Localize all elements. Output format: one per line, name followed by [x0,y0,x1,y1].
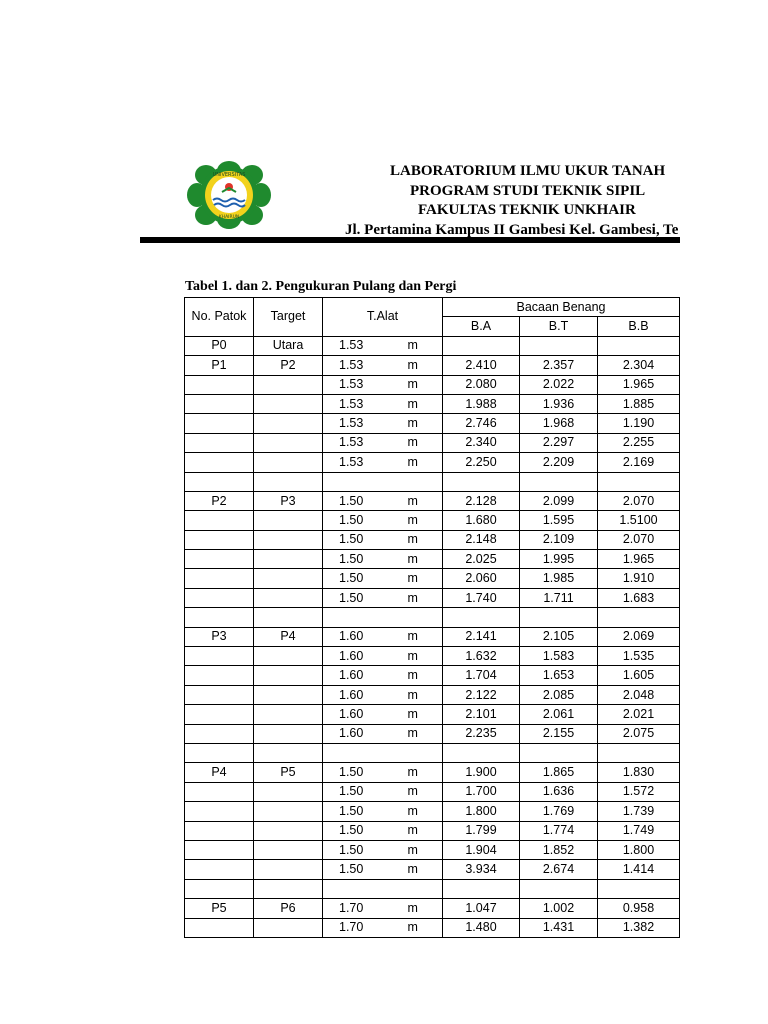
cell-patok [185,918,254,937]
table-row [185,394,680,413]
cell-bb: 1.830 [598,763,680,782]
cell-patok [185,685,254,704]
cell-talat: 1.53 [323,433,384,452]
cell-target [254,550,323,569]
cell-patok [185,453,254,472]
cell-patok: P5 [185,899,254,918]
university-logo [186,160,272,230]
cell-bb: 2.169 [598,453,680,472]
cell-patok [185,375,254,394]
cell-ba: 2.060 [443,569,520,588]
cell-bb: 2.070 [598,491,680,510]
cell-bb: 1.749 [598,821,680,840]
cell-target: P2 [254,356,323,375]
cell-talat: 1.50 [323,782,384,801]
cell-unit: m [384,491,443,510]
cell-bb: 2.048 [598,685,680,704]
cell-unit: m [384,336,443,355]
cell-bb [598,879,680,898]
col-ba: B.A [443,317,520,336]
cell-ba: 1.800 [443,802,520,821]
cell-bt: 1.852 [520,840,598,859]
cell-talat: 1.53 [323,356,384,375]
cell-ba: 2.410 [443,356,520,375]
cell-bb: 1.5100 [598,511,680,530]
table-row [185,433,680,452]
cell-talat: 1.50 [323,860,384,879]
cell-unit [384,608,443,627]
cell-target [254,588,323,607]
cell-ba: 2.141 [443,627,520,646]
cell-ba [443,743,520,762]
cell-bb: 2.304 [598,356,680,375]
cell-unit: m [384,433,443,452]
table-row [185,530,680,549]
cell-bb: 2.255 [598,433,680,452]
cell-ba: 1.904 [443,840,520,859]
cell-talat [323,472,384,491]
measurement-table [184,297,680,938]
cell-bb: 1.382 [598,918,680,937]
cell-bb: 1.572 [598,782,680,801]
cell-bt: 2.085 [520,685,598,704]
cell-bb: 2.075 [598,724,680,743]
cell-bt: 1.985 [520,569,598,588]
logo-text-bottom: KHAIRUN [218,215,240,220]
cell-bt: 1.711 [520,588,598,607]
table-row [185,647,680,666]
cell-patok [185,608,254,627]
cell-patok: P2 [185,491,254,510]
cell-ba: 2.128 [443,491,520,510]
cell-unit: m [384,530,443,549]
cell-ba: 1.799 [443,821,520,840]
col-bacaan-benang: Bacaan Benang [443,298,680,317]
cell-ba: 2.025 [443,550,520,569]
cell-unit: m [384,550,443,569]
cell-bt [520,472,598,491]
cell-patok [185,782,254,801]
cell-bt [520,879,598,898]
cell-bb: 1.190 [598,414,680,433]
cell-ba: 2.148 [443,530,520,549]
table-row [185,666,680,685]
cell-patok [185,588,254,607]
cell-ba: 2.340 [443,433,520,452]
cell-talat: 1.60 [323,627,384,646]
table-row [185,821,680,840]
cell-bt: 1.968 [520,414,598,433]
cell-bt: 2.155 [520,724,598,743]
table-row [185,743,680,762]
table-row [185,453,680,472]
cell-patok [185,666,254,685]
cell-bt: 2.209 [520,453,598,472]
cell-talat: 1.50 [323,491,384,510]
cell-unit: m [384,918,443,937]
cell-patok [185,550,254,569]
cell-patok [185,802,254,821]
cell-target [254,724,323,743]
cell-bt: 2.297 [520,433,598,452]
cell-ba: 2.746 [443,414,520,433]
table-row [185,627,680,646]
cell-unit: m [384,569,443,588]
cell-unit: m [384,394,443,413]
cell-ba: 2.122 [443,685,520,704]
cell-target [254,802,323,821]
cell-patok [185,530,254,549]
cell-unit: m [384,627,443,646]
cell-ba [443,879,520,898]
cell-patok [185,821,254,840]
cell-ba: 1.480 [443,918,520,937]
cell-bt: 1.774 [520,821,598,840]
logo-text-top: UNIVERSITAS [212,172,246,178]
cell-bb: 2.069 [598,627,680,646]
cell-talat: 1.70 [323,899,384,918]
cell-bt: 2.105 [520,627,598,646]
cell-unit: m [384,666,443,685]
cell-patok [185,705,254,724]
cell-talat: 1.50 [323,569,384,588]
cell-bb: 2.070 [598,530,680,549]
cell-unit: m [384,647,443,666]
cell-target: Utara [254,336,323,355]
cell-bb: 1.800 [598,840,680,859]
cell-target: P5 [254,763,323,782]
cell-unit: m [384,821,443,840]
cell-bb: 1.739 [598,802,680,821]
table-row [185,588,680,607]
cell-target: P3 [254,491,323,510]
cell-target [254,705,323,724]
cell-unit: m [384,588,443,607]
table-row [185,375,680,394]
header-line-2: PROGRAM STUDI TEKNIK SIPIL [410,182,646,199]
cell-ba: 1.700 [443,782,520,801]
cell-unit [384,743,443,762]
cell-bb: 1.910 [598,569,680,588]
cell-target [254,782,323,801]
cell-ba: 1.900 [443,763,520,782]
cell-talat: 1.53 [323,414,384,433]
cell-target [254,840,323,859]
cell-talat: 1.50 [323,530,384,549]
cell-unit: m [384,356,443,375]
cell-bt: 2.674 [520,860,598,879]
table-row [185,724,680,743]
table-row [185,899,680,918]
cell-bb [598,336,680,355]
cell-bt: 2.061 [520,705,598,724]
cell-bb [598,472,680,491]
col-target: Target [254,298,323,337]
cell-target [254,453,323,472]
cell-unit: m [384,782,443,801]
table-row [185,491,680,510]
cell-bt: 2.099 [520,491,598,510]
header-divider [140,237,680,243]
cell-bb: 1.965 [598,550,680,569]
cell-talat [323,608,384,627]
cell-unit [384,472,443,491]
cell-target [254,821,323,840]
table-row [185,782,680,801]
cell-patok [185,511,254,530]
cell-target [254,394,323,413]
cell-bt: 1.431 [520,918,598,937]
cell-talat: 1.50 [323,840,384,859]
cell-patok [185,879,254,898]
cell-target [254,647,323,666]
cell-bb: 1.535 [598,647,680,666]
cell-unit: m [384,860,443,879]
cell-ba: 2.250 [443,453,520,472]
col-bb: B.B [598,317,680,336]
cell-ba: 1.704 [443,666,520,685]
table-row [185,763,680,782]
cell-target [254,511,323,530]
cell-patok [185,414,254,433]
cell-bb: 2.021 [598,705,680,724]
table-row [185,550,680,569]
cell-talat [323,879,384,898]
cell-target [254,375,323,394]
cell-ba [443,608,520,627]
cell-talat: 1.50 [323,588,384,607]
cell-target: P4 [254,627,323,646]
table-row [185,840,680,859]
cell-unit: m [384,840,443,859]
cell-unit: m [384,802,443,821]
cell-bt: 1.865 [520,763,598,782]
cell-patok [185,840,254,859]
cell-bt: 1.653 [520,666,598,685]
cell-ba: 1.680 [443,511,520,530]
table-row [185,569,680,588]
col-talat: T.Alat [323,298,443,337]
cell-patok: P0 [185,336,254,355]
cell-bb: 1.683 [598,588,680,607]
cell-patok: P4 [185,763,254,782]
cell-bt: 2.357 [520,356,598,375]
logo-inner [211,177,247,213]
cell-talat: 1.60 [323,724,384,743]
cell-ba: 2.101 [443,705,520,724]
cell-bt [520,608,598,627]
cell-unit: m [384,453,443,472]
cell-bt: 1.595 [520,511,598,530]
table-row [185,705,680,724]
cell-bt [520,743,598,762]
cell-bb [598,743,680,762]
cell-patok [185,472,254,491]
cell-target [254,860,323,879]
cell-unit: m [384,899,443,918]
table-row [185,356,680,375]
cell-bb [598,608,680,627]
cell-patok: P3 [185,627,254,646]
cell-patok [185,724,254,743]
cell-bt: 1.769 [520,802,598,821]
table-row [185,336,680,355]
cell-target [254,472,323,491]
cell-patok [185,647,254,666]
header-line-4: Jl. Pertamina Kampus II Gambesi Kel. Gambesi, Te [345,221,679,238]
cell-talat: 1.60 [323,647,384,666]
cell-bt: 1.995 [520,550,598,569]
cell-patok [185,860,254,879]
cell-target [254,666,323,685]
cell-target [254,918,323,937]
cell-talat: 1.50 [323,763,384,782]
cell-patok [185,394,254,413]
cell-unit: m [384,511,443,530]
cell-talat [323,743,384,762]
cell-target [254,685,323,704]
cell-target [254,414,323,433]
cell-bt [520,336,598,355]
col-no-patok: No. Patok [185,298,254,337]
cell-target [254,743,323,762]
header-line-1: LABORATORIUM ILMU UKUR TANAH [390,163,666,179]
cell-patok [185,433,254,452]
cell-ba [443,472,520,491]
cell-talat: 1.60 [323,685,384,704]
cell-bb: 1.885 [598,394,680,413]
cell-unit: m [384,685,443,704]
cell-bt: 2.022 [520,375,598,394]
cell-target [254,433,323,452]
cell-bt: 2.109 [520,530,598,549]
cell-bt: 1.583 [520,647,598,666]
cell-patok [185,569,254,588]
table-row [185,608,680,627]
cell-talat: 1.53 [323,453,384,472]
cell-ba: 3.934 [443,860,520,879]
cell-bt: 1.636 [520,782,598,801]
cell-bb: 1.965 [598,375,680,394]
cell-bt: 1.002 [520,899,598,918]
cell-talat: 1.50 [323,550,384,569]
cell-talat: 1.50 [323,802,384,821]
table-row [185,685,680,704]
cell-talat: 1.60 [323,666,384,685]
cell-ba: 2.080 [443,375,520,394]
cell-target [254,530,323,549]
cell-talat: 1.53 [323,394,384,413]
cell-bb: 1.605 [598,666,680,685]
cell-talat: 1.50 [323,821,384,840]
cell-talat: 1.70 [323,918,384,937]
col-bt: B.T [520,317,598,336]
cell-talat: 1.53 [323,336,384,355]
cell-ba: 1.632 [443,647,520,666]
table-body [185,336,680,937]
table-row [185,472,680,491]
table-title: Tabel 1. dan 2. Pengukuran Pulang dan Pergi [185,279,457,294]
cell-patok [185,743,254,762]
cell-ba: 1.740 [443,588,520,607]
cell-bb: 1.414 [598,860,680,879]
cell-unit [384,879,443,898]
cell-unit: m [384,375,443,394]
cell-target [254,879,323,898]
cell-ba: 2.235 [443,724,520,743]
table-row [185,802,680,821]
cell-patok: P1 [185,356,254,375]
cell-bb: 0.958 [598,899,680,918]
cell-talat: 1.53 [323,375,384,394]
cell-ba: 1.047 [443,899,520,918]
table-row [185,860,680,879]
cell-unit: m [384,724,443,743]
cell-talat: 1.60 [323,705,384,724]
cell-target [254,569,323,588]
cell-unit: m [384,763,443,782]
cell-ba [443,336,520,355]
table-row [185,414,680,433]
table-row [185,511,680,530]
table-row [185,918,680,937]
cell-target [254,608,323,627]
cell-unit: m [384,414,443,433]
header-line-3: FAKULTAS TEKNIK UNKHAIR [418,202,636,218]
cell-bt: 1.936 [520,394,598,413]
cell-unit: m [384,705,443,724]
table-row [185,879,680,898]
cell-talat: 1.50 [323,511,384,530]
cell-ba: 1.988 [443,394,520,413]
cell-target: P6 [254,899,323,918]
